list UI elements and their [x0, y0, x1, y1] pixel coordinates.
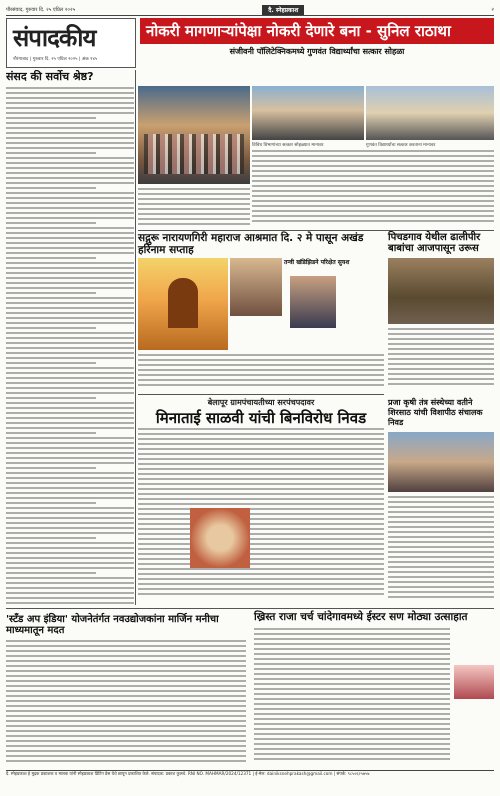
- lead-story-body: [252, 150, 494, 226]
- sarpanch-photo: [190, 508, 250, 568]
- easter-story-body: [254, 628, 450, 766]
- portrait-photo: [290, 276, 336, 328]
- church-photo: [454, 665, 494, 699]
- lead-subheadline: संजीवनी पॉलिटेक्निकमध्ये गुणवंत विद्यार्थ्यांचा सत्कार सोहळा: [229, 47, 405, 56]
- lead-story-body-2: [138, 188, 250, 228]
- page-number: २: [491, 6, 494, 13]
- editorial-title: संपादकीय: [13, 23, 96, 52]
- imprint-footer: दै. स्नेहप्रकाश हे मुद्रक प्रकाशक व मालक यांनी स्नेहप्रकाश प्रिंटिंग प्रेस येथे छापून प्रकाशित केले. संपादक: प्रकाश कुलथे. RNI NO. MAHMAR/2024/12371 | ई-मेल: dainiksnehprakash@gmail.com | संपर्क: ९८५०६२५७५७: [6, 770, 494, 792]
- urus-story-body: [388, 328, 494, 394]
- photo-caption: विविध विभागांच्या सत्कार सोहळ्यात मान्यवर: [252, 143, 324, 148]
- group-photo: [252, 86, 364, 140]
- temple-photo: [138, 258, 228, 350]
- section-rule: [138, 230, 494, 231]
- sarpanch-story-body: [138, 428, 384, 604]
- photo-caption-2: गुणवंत विद्यार्थ्यांचा सत्कार करताना मान्यवर: [366, 143, 436, 148]
- urus-photo: [388, 258, 494, 324]
- exam-headline: तन्वी खंडिझिडने परिक्षेत सुयश: [284, 259, 350, 266]
- editorial-logo: [6, 18, 136, 68]
- meeting-photo: [388, 432, 494, 492]
- ceremony-photo: [138, 86, 250, 184]
- startup-story-body: [6, 640, 246, 766]
- sarpanch-headline-block: [138, 394, 384, 427]
- lead-headline: नोकरी मागणाऱ्यांपेक्षा नोकरी देणारे बना - सुनिल राठाथा: [140, 18, 494, 44]
- easter-headline: ख्रिस्त राजा चर्च चांदेगावमध्ये ईस्टर सण मोठ्या उत्साहात: [254, 611, 468, 623]
- startup-headline: 'स्टँड अप इंडिया' योजनेतंर्गत नवउद्योजकांना मार्जिन मनीचा माध्यमातून मदत: [6, 614, 219, 636]
- column-divider: [135, 70, 136, 605]
- paper-name: दै. स्नेहप्रकाश: [262, 5, 304, 15]
- flood-headline: पिचडगाव येथील ढालीपीर बाबांचा आजपासून उरूस: [388, 232, 481, 254]
- sarpanch-kicker: बेलापूर ग्रामपंचायतीच्या सरपंचपदावर: [207, 398, 315, 407]
- editorial-body: [6, 87, 134, 605]
- sarpanch-headline: मिनाताई साळवी यांची बिनविरोध निवड: [155, 409, 367, 427]
- editorial-subline: नौरंगाबाद | गुरुवार दि. २५ एप्रिल २०२५ | अंक १४५: [13, 57, 98, 62]
- masthead: [6, 18, 494, 68]
- bottom-section-rule: [6, 608, 494, 609]
- group-photo-2: [366, 86, 494, 140]
- editorial-column: [6, 70, 134, 605]
- guru-story-body: [138, 354, 384, 392]
- student-photo: [230, 258, 282, 316]
- issue-date: पौरसंवाद, गुरुवार दि. २५ एप्रिल २०२५: [6, 6, 76, 13]
- krishi-story-body: [388, 496, 494, 604]
- editorial-headline: संसद की सर्वोच श्रेष्ठ?: [6, 70, 94, 83]
- krishi-headline: प्रजा कृषी तंत्र संस्थेच्या वतीने शिरसाठ यांची विशापीठ संचालक निवड: [388, 398, 483, 427]
- guru-headline: सद्गुरू नारायणगिरी महाराज आश्रमात दि. २ मे पासून अखंड हरिनाम सप्ताह: [138, 232, 364, 256]
- top-strip: [6, 4, 494, 16]
